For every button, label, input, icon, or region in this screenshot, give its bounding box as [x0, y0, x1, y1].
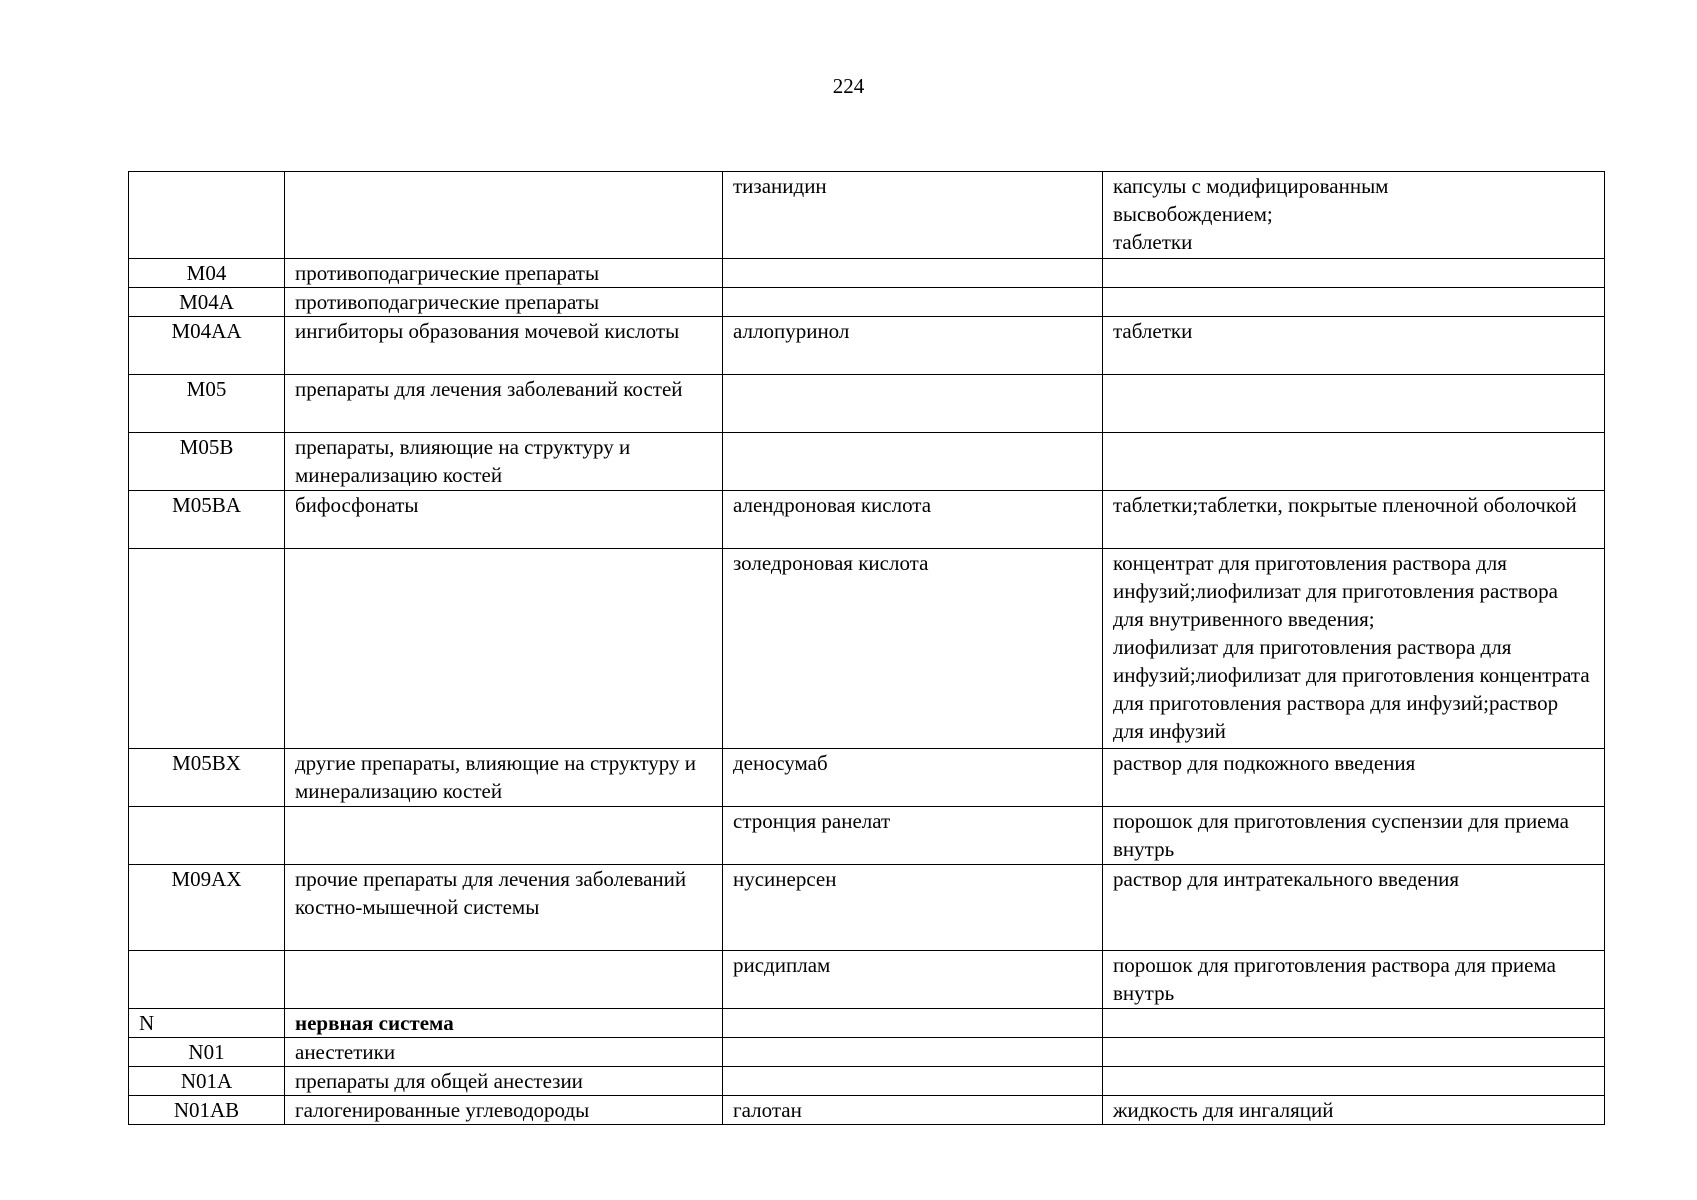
- table-row: [129, 1009, 1605, 1038]
- table-row: [129, 375, 1605, 433]
- atc-code-cell: M05BX: [129, 749, 285, 807]
- atc-code-cell: N01A: [129, 1067, 285, 1096]
- dosage-form-cell: [1103, 433, 1605, 491]
- table-row: [129, 865, 1605, 951]
- drug-name-cell: [723, 1009, 1103, 1038]
- drug-table: [128, 171, 1605, 1125]
- atc-code-cell: M05: [129, 375, 285, 433]
- table-row: [129, 491, 1605, 549]
- table-row: [129, 433, 1605, 491]
- atc-code-cell: N01AB: [129, 1096, 285, 1125]
- dosage-form-cell: [1103, 1067, 1605, 1096]
- group-cell: анестетики: [285, 1038, 723, 1067]
- dosage-form-line: концентрат для приготовления раствора для инфузий;лиофилизат для приготовления раствора для внутривенного введения;: [1113, 551, 1558, 631]
- group-cell: [285, 807, 723, 865]
- dosage-form-line: капсулы с модифицированным: [1113, 174, 1389, 198]
- group-cell: противоподагрические препараты: [285, 288, 723, 317]
- page-number: 224: [832, 74, 865, 98]
- drug-name-cell: [723, 1038, 1103, 1067]
- dosage-form-cell: [1103, 375, 1605, 433]
- table-row: [129, 259, 1605, 288]
- dosage-form-line: таблетки: [1113, 230, 1193, 254]
- dosage-form-cell: [1103, 865, 1605, 951]
- drug-name-cell: [723, 259, 1103, 288]
- drug-name-cell: [723, 288, 1103, 317]
- group-cell: ингибиторы образования мочевой кислоты: [285, 317, 723, 375]
- dosage-form-line: таблетки;таблетки, покрытые пленочной оболочкой: [1113, 493, 1577, 517]
- dosage-form-line: таблетки: [1113, 319, 1193, 343]
- dosage-form-cell: [1103, 951, 1605, 1009]
- table-row: [129, 317, 1605, 375]
- drug-name-cell: нусинерсен: [723, 865, 1103, 951]
- table-row: [129, 1067, 1605, 1096]
- dosage-form-cell: [1103, 749, 1605, 807]
- dosage-form-cell: [1103, 259, 1605, 288]
- table-row: [129, 951, 1605, 1009]
- dosage-form-cell: [1103, 491, 1605, 549]
- drug-name-cell: деносумаб: [723, 749, 1103, 807]
- dosage-form-cell: [1103, 172, 1605, 259]
- atc-code-cell: M04A: [129, 288, 285, 317]
- group-cell: бифосфонаты: [285, 491, 723, 549]
- dosage-form-cell: [1103, 1096, 1605, 1125]
- atc-code-cell: M04: [129, 259, 285, 288]
- dosage-form-line: высвобождением;: [1113, 202, 1273, 226]
- table-row: [129, 172, 1605, 259]
- dosage-form-cell: [1103, 288, 1605, 317]
- drug-name-cell: золедроновая кислота: [723, 549, 1103, 749]
- atc-code-cell: N01: [129, 1038, 285, 1067]
- dosage-form-line: жидкость для ингаляций: [1113, 1098, 1334, 1122]
- atc-code-cell: N: [129, 1009, 285, 1038]
- dosage-form-cell: [1103, 1038, 1605, 1067]
- group-cell: [285, 549, 723, 749]
- atc-code-cell: [129, 951, 285, 1009]
- group-cell: нервная система: [285, 1009, 723, 1038]
- drug-name-cell: [723, 1067, 1103, 1096]
- dosage-form-line: порошок для приготовления раствора для приема внутрь: [1113, 953, 1556, 1005]
- group-cell: галогенированные углеводороды: [285, 1096, 723, 1125]
- drug-name-cell: аллопуринол: [723, 317, 1103, 375]
- group-cell: другие препараты, влияющие на структуру и минерализацию костей: [285, 749, 723, 807]
- atc-code-cell: M04AA: [129, 317, 285, 375]
- dosage-form-cell: [1103, 549, 1605, 749]
- table-row: [129, 807, 1605, 865]
- dosage-form-line: порошок для приготовления суспензии для приема внутрь: [1113, 809, 1569, 861]
- table-row: [129, 749, 1605, 807]
- atc-code-cell: M05B: [129, 433, 285, 491]
- atc-code-cell: M05BA: [129, 491, 285, 549]
- atc-code-cell: [129, 807, 285, 865]
- group-cell: препараты для общей анестезии: [285, 1067, 723, 1096]
- group-cell: [285, 951, 723, 1009]
- group-cell: противоподагрические препараты: [285, 259, 723, 288]
- dosage-form-line: раствор для интратекального введения: [1113, 867, 1460, 891]
- atc-code-cell: [129, 172, 285, 259]
- atc-code-cell: M09AX: [129, 865, 285, 951]
- drug-name-cell: тизанидин: [723, 172, 1103, 259]
- drug-name-cell: рисдиплам: [723, 951, 1103, 1009]
- table-row: [129, 288, 1605, 317]
- atc-code-cell: [129, 549, 285, 749]
- drug-name-cell: алендроновая кислота: [723, 491, 1103, 549]
- table-row: [129, 1038, 1605, 1067]
- drug-name-cell: галотан: [723, 1096, 1103, 1125]
- drug-name-cell: [723, 375, 1103, 433]
- drug-name-cell: стронция ранелат: [723, 807, 1103, 865]
- dosage-form-line: раствор для подкожного введения: [1113, 751, 1416, 775]
- table-row: [129, 1096, 1605, 1125]
- group-cell: препараты, влияющие на структуру и минерализацию костей: [285, 433, 723, 491]
- dosage-form-cell: [1103, 1009, 1605, 1038]
- group-cell: препараты для лечения заболеваний костей: [285, 375, 723, 433]
- dosage-form-line: лиофилизат для приготовления раствора для инфузий;лиофилизат для приготовления концентрата для приготовления раствора для инфузий;раствор для инфузий: [1113, 635, 1590, 743]
- drug-name-cell: [723, 433, 1103, 491]
- group-cell: прочие препараты для лечения заболеваний костно-мышечной системы: [285, 865, 723, 951]
- dosage-form-cell: [1103, 807, 1605, 865]
- dosage-form-cell: [1103, 317, 1605, 375]
- table-row: [129, 549, 1605, 749]
- group-cell: [285, 172, 723, 259]
